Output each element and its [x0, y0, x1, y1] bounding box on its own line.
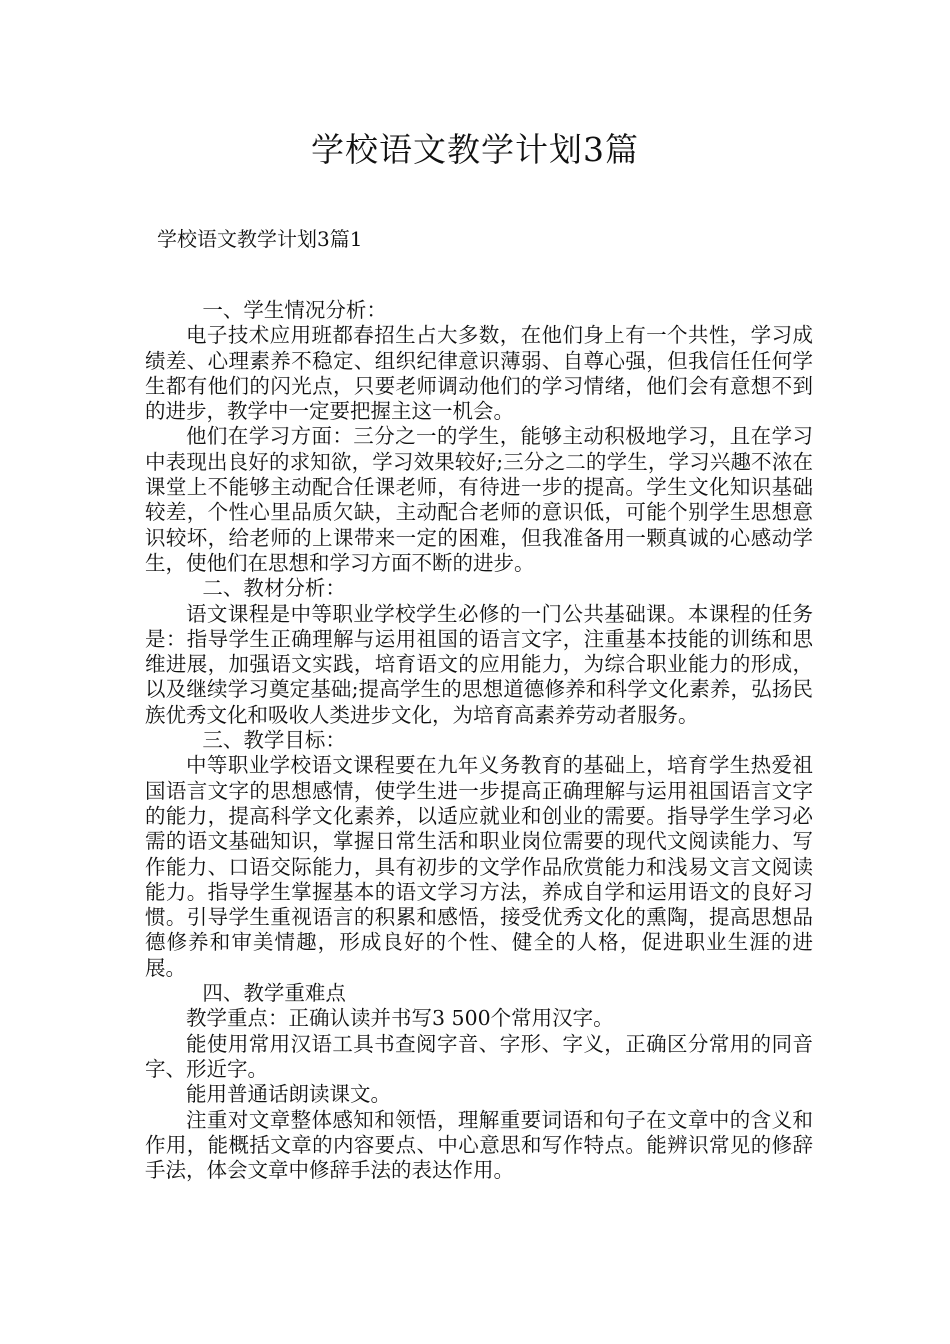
document-title: 学校语文教学计划3篇	[311, 130, 639, 169]
document-body	[145, 298, 813, 1183]
document-subtitle: 学校语文教学计划3篇1	[157, 227, 363, 251]
section-heading: 三、教学目标：	[202, 728, 346, 753]
paragraph: 他们在学习方面：三分之一的学生，能够主动积极地学习，且在学习中表现出良好的求知欲，学习效果较好;三分之二的学生，学习兴趣不浓在课堂上不能够主动配合任课老师，有待进一步的提高。学生文化知识基础较差，个性心里品质欠缺，主动配合老师的意识低，可能个别学生思想意识较坏，给老师的上课带来一定的困难，但我准备用一颗真诚的心感动学生，使他们在思想和学习方面不断的进步。	[145, 424, 813, 575]
section-heading: 四、教学重难点	[202, 981, 346, 1006]
paragraph: 能用普通话朗读课文。	[186, 1082, 391, 1107]
section-heading: 二、教材分析：	[202, 576, 346, 601]
paragraph: 电子技术应用班都春招生占大多数，在他们身上有一个共性，学习成绩差、心理素养不稳定、组织纪律意识薄弱、自尊心强，但我信任任何学生都有他们的闪光点，只要老师调动他们的学习情绪，他们会有意想不到的进步，教学中一定要把握主这一机会。	[145, 323, 813, 424]
paragraph: 能使用常用汉语工具书查阅字音、字形、字义，正确区分常用的同音字、形近字。	[145, 1031, 813, 1081]
paragraph: 语文课程是中等职业学校学生必修的一门公共基础课。本课程的任务是：指导学生正确理解与运用祖国的语言文字，注重基本技能的训练和思维进展，加强语文实践，培育语文的应用能力，为综合职业能力的形成，以及继续学习奠定基础;提高学生的思想道德修养和科学文化素养，弘扬民族优秀文化和吸收人类进步文化，为培育高素养劳动者服务。	[145, 601, 813, 727]
paragraph: 中等职业学校语文课程要在九年义务教育的基础上，培育学生热爱祖国语言文字的思想感情，使学生进一步提高正确理解与运用祖国语言文字的能力，提高科学文化素养，以适应就业和创业的需要。指导学生学习必需的语文基础知识，掌握日常生活和职业岗位需要的现代文阅读能力、写作能力、口语交际能力，具有初步的文学作品欣赏能力和浅易文言文阅读能力。指导学生掌握基本的语文学习方法，养成自学和运用语文的良好习惯。引导学生重视语言的积累和感悟，接受优秀文化的熏陶，提高思想品德修养和审美情趣，形成良好的个性、健全的人格，促进职业生涯的进展。	[145, 753, 813, 980]
paragraph: 注重对文章整体感知和领悟，理解重要词语和句子在文章中的含义和作用，能概括文章的内容要点、中心意思和写作特点。能辨识常见的修辞手法，体会文章中修辞手法的表达作用。	[145, 1107, 813, 1183]
section-heading: 一、学生情况分析：	[202, 298, 387, 322]
paragraph: 教学重点：正确认读并书写3 500个常用汉字。	[186, 1006, 614, 1031]
